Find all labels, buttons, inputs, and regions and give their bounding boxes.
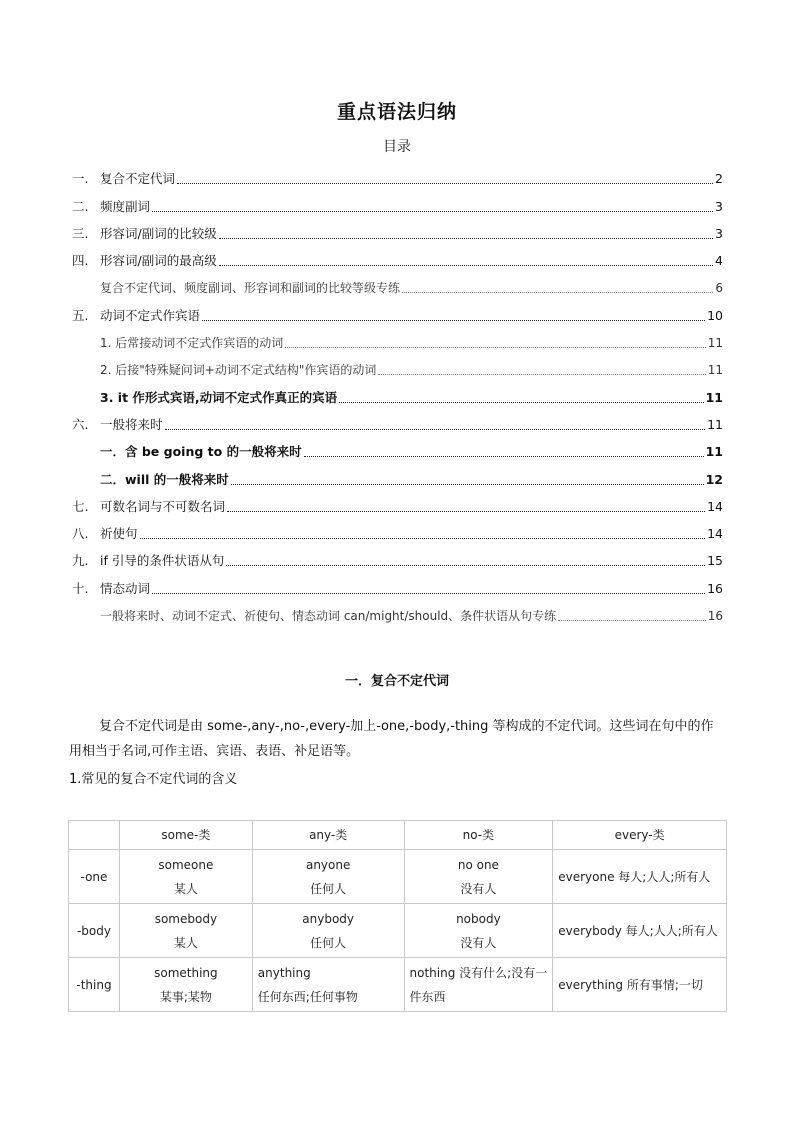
table-cell: -body	[69, 904, 120, 958]
toc-entry-page: 11	[705, 444, 723, 460]
table-cell: everything 所有事情;一切	[553, 958, 727, 1012]
toc-entry-label: 一般将来时	[100, 416, 163, 432]
toc-entry[interactable]	[72, 296, 723, 323]
toc-leader-dots	[202, 320, 705, 321]
toc-entry-page: 16	[707, 609, 723, 624]
toc-entry-label: 二．will 的一般将来时	[100, 471, 229, 487]
table-header-cell: any-类	[252, 821, 404, 850]
table-header-row	[69, 821, 727, 850]
toc-entry-label: 2. 后接"特殊疑问词+动词不定式结构"作宾语的动词	[100, 363, 377, 378]
toc-leader-dots	[219, 238, 713, 239]
table-header-cell	[69, 821, 120, 850]
toc-heading: 目录	[383, 139, 411, 155]
toc-entry-page: 4	[715, 253, 723, 269]
table-cell: anyone 任何人	[252, 850, 404, 904]
body-paragraph: 复合不定代词是由 some-,any-,no-,every-加上-one,-body,-thing 等构成的不定代词。这些词在句中的作用相当于名词,可作主语、宾语、表语、补足语等。	[69, 719, 714, 759]
toc-leader-dots	[339, 402, 703, 403]
table-header-cell: every-类	[553, 821, 727, 850]
toc-leader-dots	[165, 429, 706, 430]
table-cell: nobody 没有人	[404, 904, 553, 958]
toc-entry[interactable]	[72, 269, 723, 296]
toc-entry-page: 14	[707, 498, 723, 514]
toc-entry-label: 形容词/副词的最高级	[100, 253, 217, 269]
toc-leader-dots	[285, 347, 705, 348]
toc-entry-number: 十.	[72, 580, 89, 596]
toc-entry-number: 九.	[72, 553, 89, 569]
table-cell: somebody 某人	[119, 904, 252, 958]
toc-entry-page: 11	[707, 363, 723, 378]
toc-entry-label: 复合不定代词	[100, 171, 176, 187]
toc-entry[interactable]	[72, 324, 723, 351]
toc-entry-label: if 引导的条件状语从句	[100, 553, 225, 569]
toc-entry-number: 二.	[72, 198, 89, 214]
toc-leader-dots	[231, 484, 704, 485]
toc-entry[interactable]	[72, 433, 723, 460]
toc-entry-label: 动词不定式作宾语	[100, 307, 201, 323]
toc-entry-label: 1. 后常接动词不定式作宾语的动词	[100, 336, 284, 351]
table-row	[69, 850, 727, 904]
table-cell: something 某事;某物	[119, 958, 252, 1012]
toc-entry[interactable]	[72, 569, 723, 596]
toc-entry[interactable]	[72, 187, 723, 214]
toc-leader-dots	[226, 565, 705, 566]
toc-entry-label: 复合不定代词、频度副词、形容词和副词的比较等级专练	[100, 281, 401, 296]
toc-entry-number: 七.	[72, 498, 89, 514]
toc-leader-dots	[152, 211, 713, 212]
toc-entry[interactable]	[72, 488, 723, 515]
table-header-cell: no-类	[404, 821, 553, 850]
table-cell: anybody 任何人	[252, 904, 404, 958]
toc-entry-number: 八.	[72, 526, 89, 542]
toc-entry-label: 频度副词	[100, 198, 151, 214]
toc-entry-page: 2	[715, 171, 723, 187]
compound-pronoun-table	[68, 820, 727, 1012]
toc-entry[interactable]	[72, 215, 723, 242]
toc-entry-label: 祈使句	[100, 526, 138, 542]
toc-entry-page: 6	[715, 281, 723, 296]
toc-leader-dots	[558, 620, 706, 621]
toc-entry[interactable]	[72, 351, 723, 378]
table-header-cell: some-类	[119, 821, 252, 850]
toc-entry[interactable]	[72, 378, 723, 405]
toc-entry-page: 3	[715, 198, 723, 214]
table-row	[69, 958, 727, 1012]
toc-entry-label: 一般将来时、动词不定式、祈使句、情态动词 can/might/should、条件状语从句专练	[100, 609, 557, 624]
table-cell: nothing 没有什么;没有一件东西	[404, 958, 553, 1012]
section-heading: 一．复合不定代词	[344, 674, 449, 689]
toc-entry-label: 可数名词与不可数名词	[100, 498, 226, 514]
toc-leader-dots	[304, 456, 704, 457]
table-cell: someone 某人	[119, 850, 252, 904]
toc-entry[interactable]	[72, 160, 723, 187]
toc-leader-dots	[378, 374, 705, 375]
toc-entry[interactable]	[72, 597, 723, 624]
toc-entry-page: 11	[707, 336, 723, 351]
toc-entry-label: 情态动词	[100, 580, 151, 596]
toc-leader-dots	[402, 292, 713, 293]
table-cell: everybody 每人;人人;所有人	[553, 904, 727, 958]
table-cell: everyone 每人;人人;所有人	[553, 850, 727, 904]
toc-entry-number: 一.	[72, 171, 89, 187]
toc-entry-page: 12	[705, 471, 723, 487]
toc-entry-page: 10	[707, 307, 723, 323]
toc-entry-label: 3. it 作形式宾语,动词不定式作真正的宾语	[100, 389, 338, 405]
toc-entry[interactable]	[72, 460, 723, 487]
toc-entry-page: 3	[715, 225, 723, 241]
toc-leader-dots	[152, 593, 705, 594]
toc-entry-page: 14	[707, 526, 723, 542]
table-of-contents	[72, 160, 723, 624]
toc-entry-page: 11	[705, 389, 723, 405]
table-cell: anything 任何东西;任何事物	[252, 958, 404, 1012]
toc-leader-dots	[227, 511, 705, 512]
toc-entry-number: 六.	[72, 416, 89, 432]
table-cell: -thing	[69, 958, 120, 1012]
table-cell: -one	[69, 850, 120, 904]
table-row	[69, 904, 727, 958]
toc-entry-page: 16	[707, 580, 723, 596]
page-title: 重点语法归纳	[336, 101, 457, 123]
toc-leader-dots	[140, 538, 706, 539]
toc-leader-dots	[219, 265, 713, 266]
toc-leader-dots	[177, 183, 713, 184]
toc-entry[interactable]	[72, 542, 723, 569]
toc-entry-label: 形容词/副词的比较级	[100, 225, 217, 241]
toc-entry-page: 11	[707, 416, 723, 432]
toc-entry[interactable]	[72, 242, 723, 269]
table-cell: no one 没有人	[404, 850, 553, 904]
toc-entry-number: 五.	[72, 307, 89, 323]
section-subheading: 1.常见的复合不定代词的含义	[69, 772, 238, 787]
toc-entry-number: 四.	[72, 253, 89, 269]
toc-entry-page: 15	[707, 553, 723, 569]
toc-entry[interactable]	[72, 406, 723, 433]
toc-entry-label: 一．含 be going to 的一般将来时	[100, 444, 302, 460]
toc-entry[interactable]	[72, 515, 723, 542]
toc-entry-number: 三.	[72, 225, 89, 241]
